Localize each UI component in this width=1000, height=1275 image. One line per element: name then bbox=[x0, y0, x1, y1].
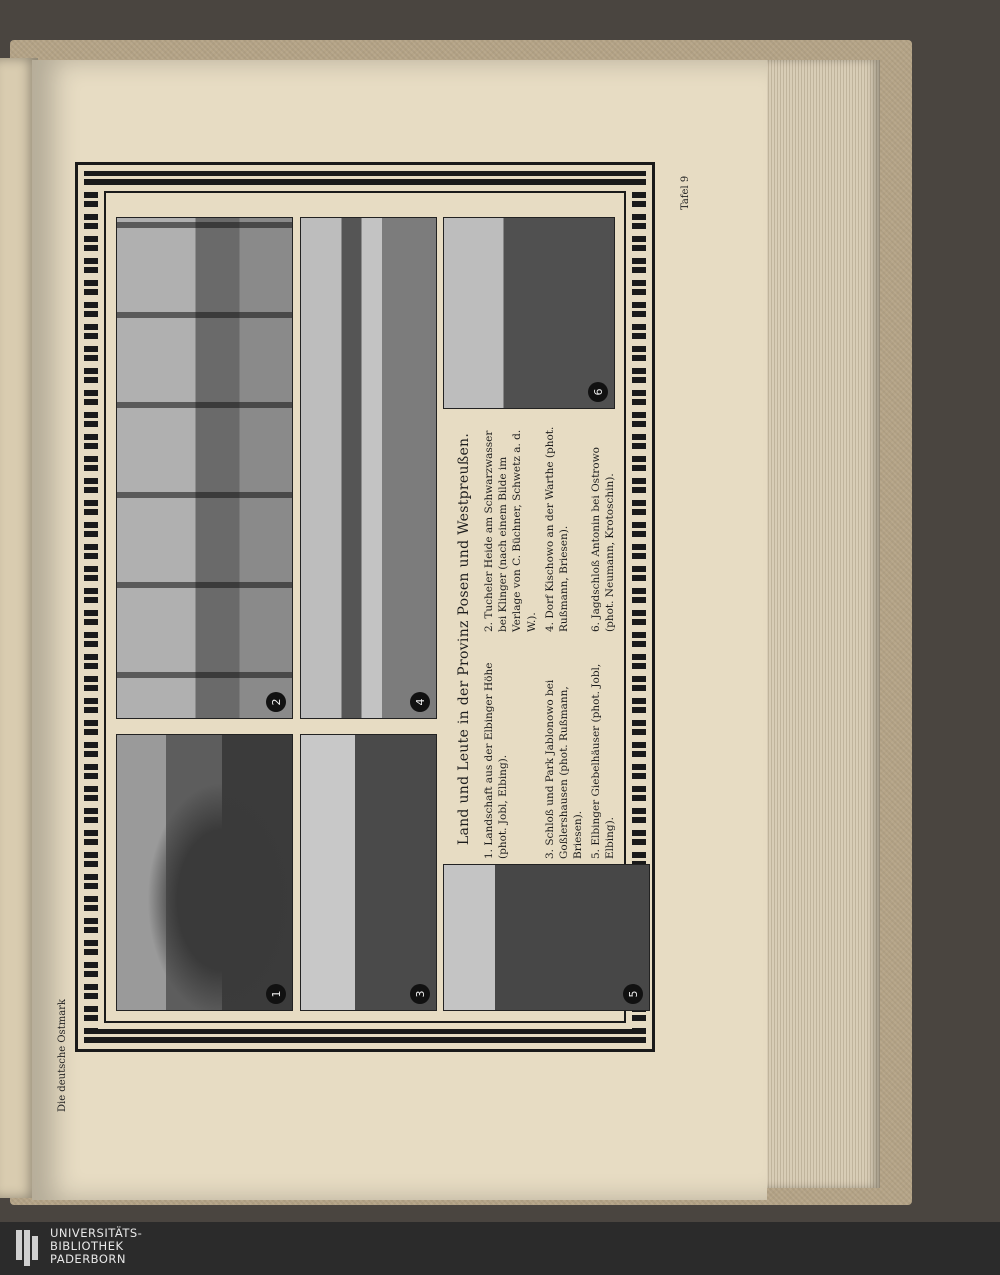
plate-rotated bbox=[75, 162, 655, 1052]
photo-1 bbox=[116, 734, 293, 1011]
library-name bbox=[50, 1227, 142, 1266]
photo-3 bbox=[300, 734, 437, 1011]
caption-list bbox=[482, 419, 618, 859]
photo-4 bbox=[300, 217, 437, 719]
ornamental-frame bbox=[75, 162, 655, 1052]
page-edges bbox=[760, 60, 880, 1188]
plate-title: Land und Leute in der Provinz Posen und Westpreußen. bbox=[456, 432, 472, 846]
photo-5 bbox=[443, 864, 650, 1011]
caption-item: 5. Elbinger Giebelhäuser (phot. Jobl, Elbing). bbox=[590, 663, 617, 859]
plate-number: Tafel 9 bbox=[680, 175, 691, 210]
photo-number: 3 bbox=[410, 984, 430, 1004]
photo-number: 6 bbox=[588, 382, 608, 402]
library-logo-icon bbox=[14, 1228, 40, 1268]
caption-item: 4. Dorf Kischowo an der Warthe (phot. Rußmann, Briesen). bbox=[543, 426, 570, 632]
library-name-line: UNIVERSITÄTS- bbox=[50, 1226, 143, 1240]
caption-item: 1. Landschaft aus der Elbinger Höhe (phot. Jobl, Elbing). bbox=[483, 662, 510, 859]
caption-item: 3. Schloß und Park Jablonowo bei Goßlershausen (phot. Rußmann, Briesen). bbox=[543, 679, 585, 859]
library-banner bbox=[0, 1222, 1000, 1275]
photo-number: 5 bbox=[623, 984, 643, 1004]
caption-item: 6. Jagdschloß Antonin bei Ostrowo (phot. Neumann, Krotoschin). bbox=[590, 447, 617, 632]
photo-6 bbox=[443, 217, 615, 409]
library-name-line: BIBLIOTHEK bbox=[50, 1239, 124, 1253]
caption-item: 2. Tucheler Heide am Schwarzwasser bei Klinger (nach einem Bilde im Verlage von C. Büchner, Schwetz a. d. W.). bbox=[483, 429, 538, 632]
library-name-line: PADERBORN bbox=[50, 1252, 127, 1266]
photo-number: 1 bbox=[266, 984, 286, 1004]
photo-number: 4 bbox=[410, 692, 430, 712]
photo-number: 2 bbox=[266, 692, 286, 712]
photo-2 bbox=[116, 217, 293, 719]
running-footer-title: Die deutsche Ostmark bbox=[57, 999, 68, 1112]
plate-caption bbox=[450, 419, 650, 859]
